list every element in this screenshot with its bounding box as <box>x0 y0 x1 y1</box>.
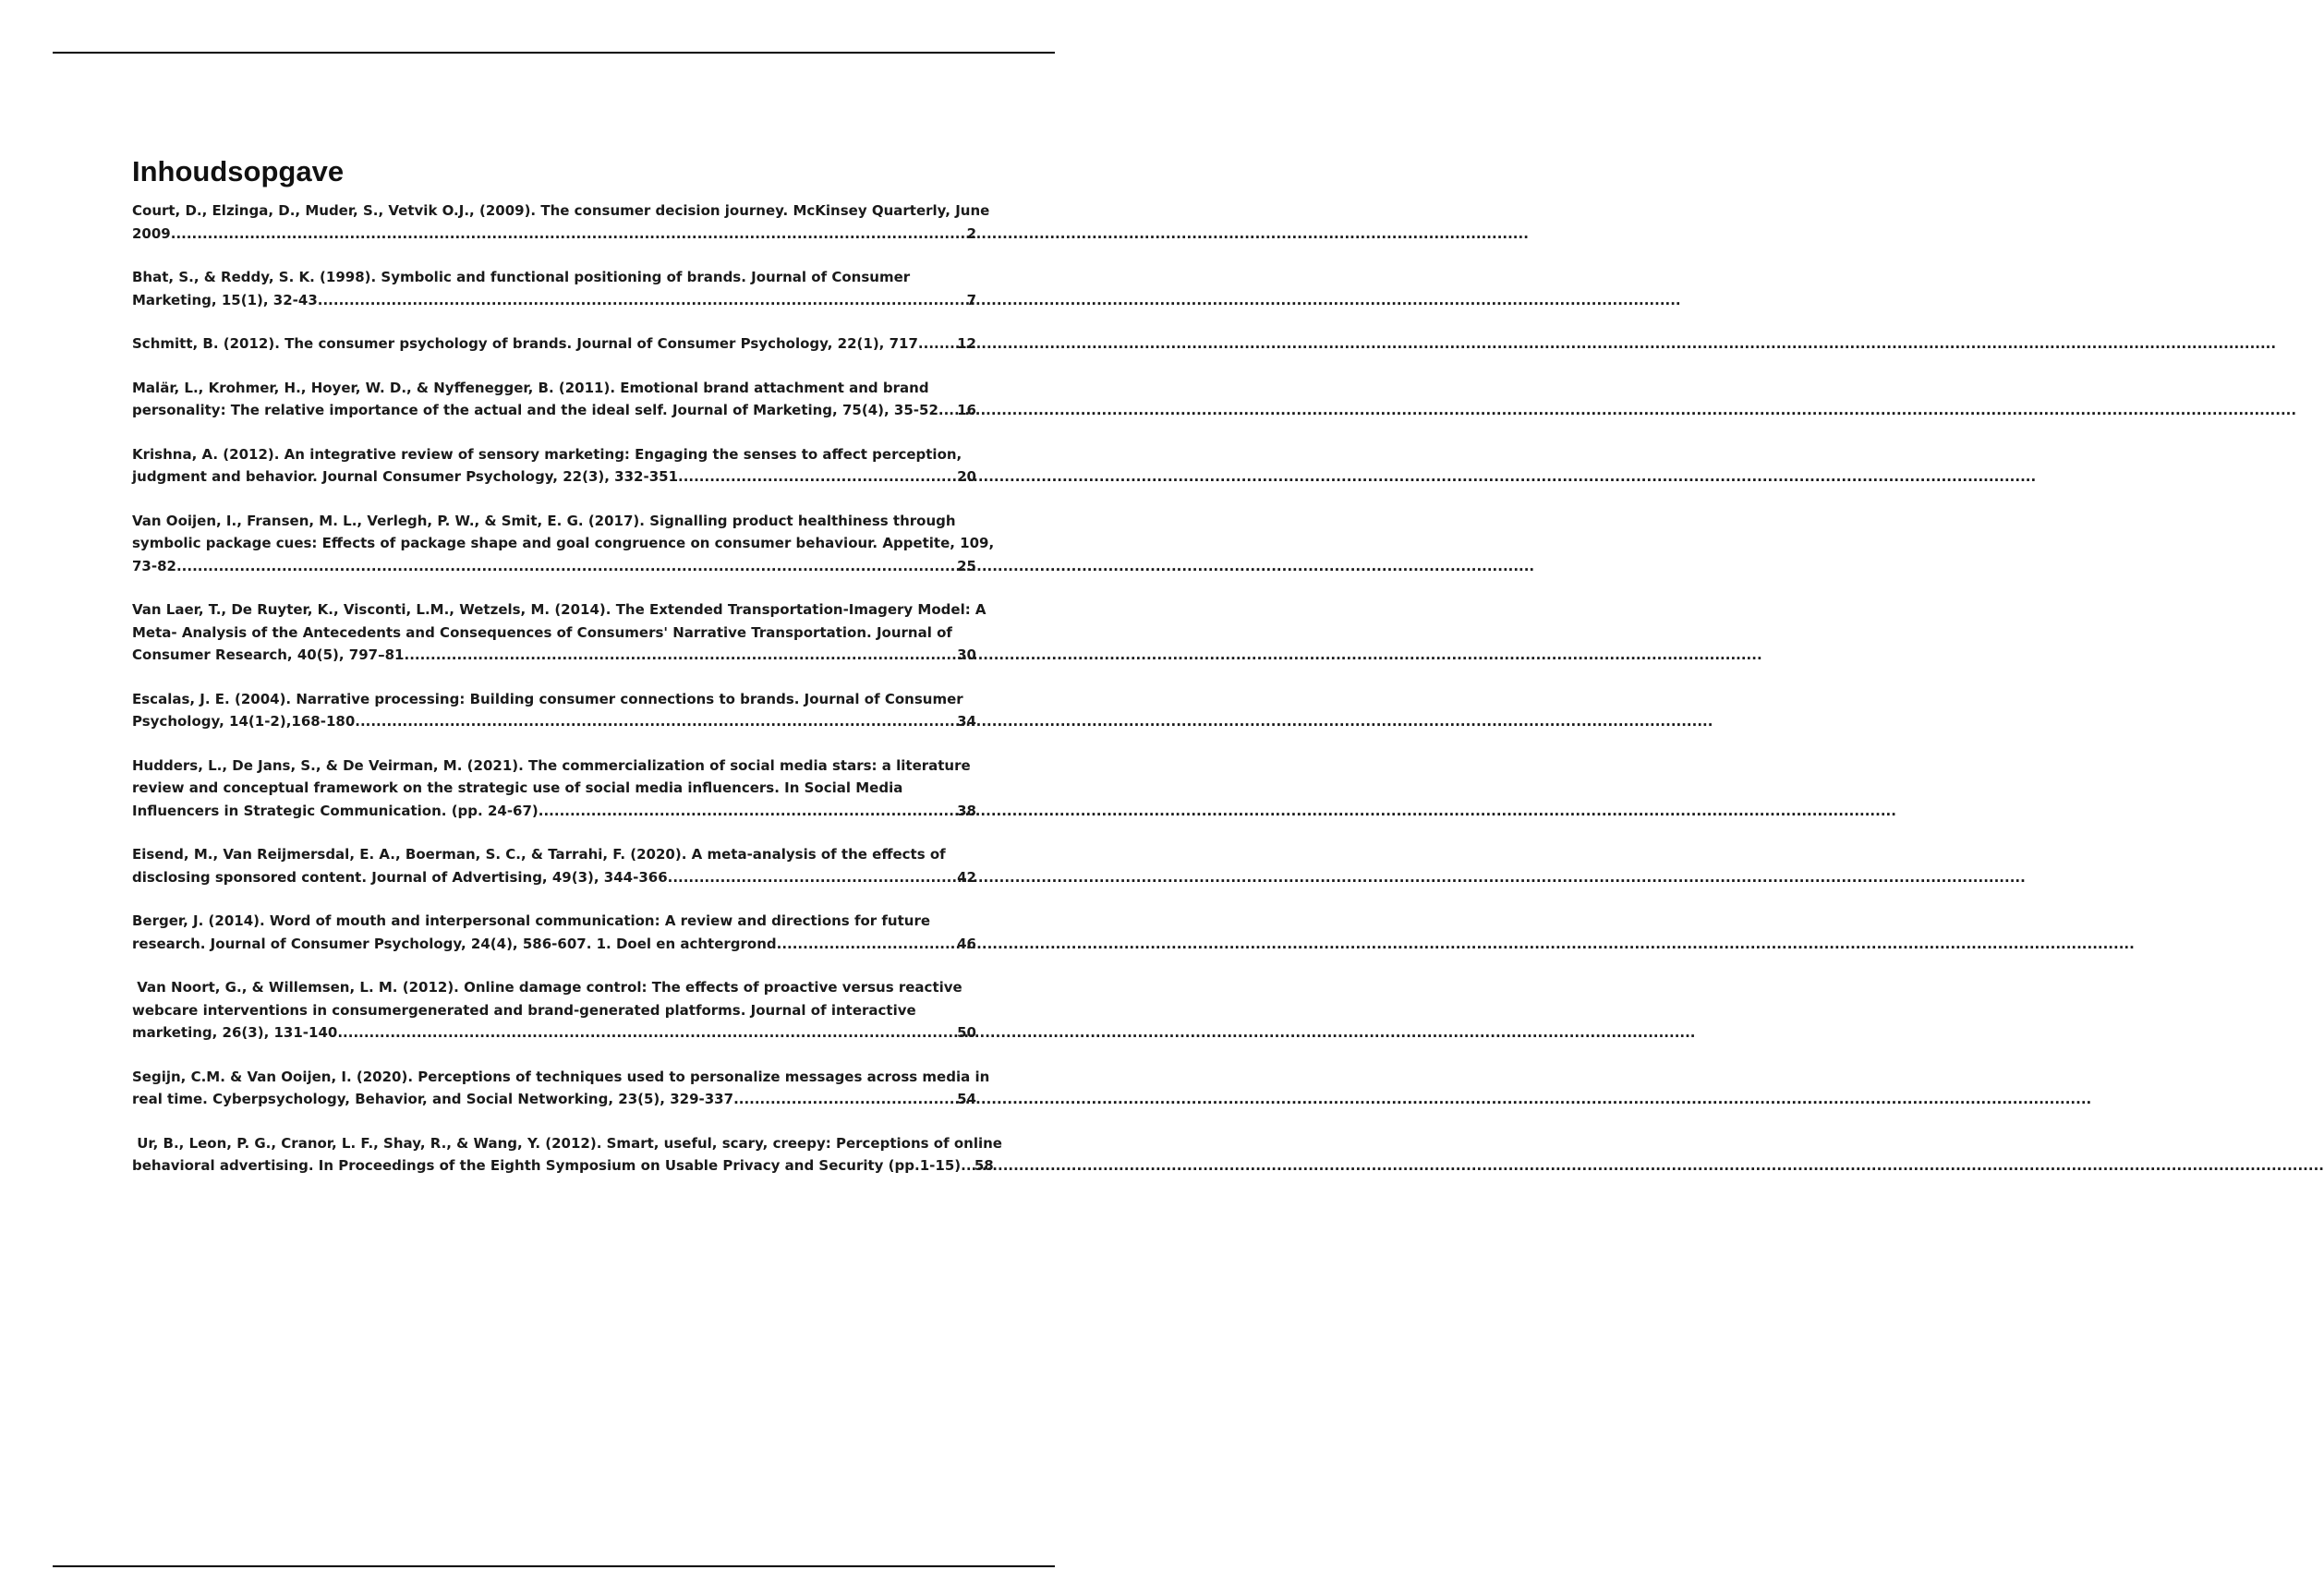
toc-entry[interactable] <box>132 1132 1002 1178</box>
toc-entry-text: judgment and behavior. Journal Consumer Psychology, 22(3), 332-351 <box>132 468 679 485</box>
toc-entry-line: Hudders, L., De Jans, S., & De Veirman, M. (2021). The commercialization of social media stars: a literature <box>132 756 971 774</box>
toc-leader-dots <box>171 223 966 246</box>
toc-entry-text: 2009 <box>132 224 171 242</box>
toc-leader-dots <box>322 289 965 312</box>
toc-page-number: 42 <box>957 868 976 886</box>
toc-page-number: 30 <box>957 646 976 663</box>
toc-entry[interactable] <box>132 598 986 667</box>
toc-entry-line: symbolic package cues: Effects of package shape and goal congruence on consumer behaviour. Appetite, 109, <box>132 535 995 551</box>
toc-entry-line: Court, D., Elzinga, D., Muder, S., Vetvik O.J., (2009). The consumer decision journey. McKinsey Quarterly, June <box>132 202 990 219</box>
toc-entry-last-line <box>132 289 976 312</box>
toc-entry-line: webcare interventions in consumergenerated and brand-generated platforms. Journal of interactive <box>132 1001 916 1019</box>
toc-entry[interactable] <box>132 1066 990 1111</box>
toc-entry-line: Ur, B., Leon, P. G., Cranor, L. F., Shay, R., & Wang, Y. (2012). Smart, useful, scary, creepy: Perceptions of online <box>132 1134 1002 1152</box>
toc-entry-text: behavioral advertising. In Proceedings of the Eighth Symposium on Usable Privacy and Security (pp.1-15). <box>132 1157 966 1174</box>
toc-list <box>132 199 1002 1178</box>
toc-page-number: 16 <box>957 402 976 418</box>
toc-entry-line: Segijn, C.M. & Van Ooijen, I. (2020). Perceptions of techniques used to personalize messages across media in <box>132 1068 990 1085</box>
toc-entry-last-line <box>132 1154 994 1178</box>
toc-entry-last-line <box>132 800 976 823</box>
toc-page-number: 38 <box>957 802 976 819</box>
toc-entry-text: marketing, 26(3), 131-140 <box>132 1024 338 1041</box>
toc-page-number: 50 <box>957 1024 976 1041</box>
toc-entry-text: 73-82 <box>132 557 176 574</box>
toc-entry-last-line <box>132 1021 976 1045</box>
toc-entry[interactable] <box>132 910 976 955</box>
toc-entry-text: disclosing sponsored content. Journal of Advertising, 49(3), 344-366 <box>132 868 668 886</box>
toc-entry-text: real time. Cyberpsychology, Behavior, and Social Networking, 23(5), 329-337 <box>132 1091 734 1107</box>
toc-leader-dots <box>777 933 956 956</box>
header-rule <box>53 52 1055 54</box>
toc-page-number: 2 <box>966 224 976 242</box>
toc-entry-last-line <box>132 555 976 578</box>
toc-leader-dots <box>176 555 956 578</box>
toc-page-number: 7 <box>966 291 976 308</box>
toc-entry-line: Van Ooijen, I., Fransen, M. L., Verlegh, P. W., & Smit, E. G. (2017). Signalling product healthiness through <box>132 512 956 529</box>
toc-leader-dots <box>405 644 957 667</box>
toc-entry[interactable] <box>132 443 976 489</box>
toc-entry-last-line <box>132 223 976 246</box>
toc-entry-line: Malär, L., Krohmer, H., Hoyer, W. D., & Nyffenegger, B. (2011). Emotional brand attachment and brand <box>132 379 929 396</box>
toc-entry[interactable] <box>132 843 976 888</box>
toc-entry-last-line <box>132 332 976 356</box>
toc-entry-last-line <box>132 933 976 956</box>
toc-entry-line: Eisend, M., Van Reijmersdal, E. A., Boerman, S. C., & Tarrahi, F. (2020). A meta-analysis of the effects of <box>132 846 946 863</box>
toc-entry-line: Bhat, S., & Reddy, S. K. (1998). Symbolic and functional positioning of brands. Journal of Consumer <box>132 269 911 285</box>
toc-leader-dots <box>337 1021 956 1045</box>
toc-entry[interactable] <box>132 755 976 823</box>
toc-page-number: 20 <box>957 468 976 485</box>
toc-entry-text: Influencers in Strategic Communication. (pp. 24-67) <box>132 802 539 819</box>
toc-entry[interactable] <box>132 688 976 733</box>
toc-leader-dots <box>539 800 956 823</box>
toc-entry-text: research. Journal of Consumer Psychology, 24(4), 586-607. 1. Doel en achtergrond <box>132 935 777 952</box>
toc-entry-line: Meta- Analysis of the Antecedents and Consequences of Consumers' Narrative Transportation. Journal of <box>132 623 952 641</box>
toc-entry-line: review and conceptual framework on the strategic use of social media influencers. In Social Media <box>132 779 903 796</box>
toc-leader-dots <box>668 866 956 889</box>
table-of-contents <box>132 153 1002 1199</box>
toc-page-number: 46 <box>957 935 976 952</box>
toc-leader-dots <box>938 399 956 422</box>
toc-entry-last-line <box>132 1088 976 1111</box>
toc-entry-text: Psychology, 14(1-2),168-180 <box>132 713 356 730</box>
toc-entry[interactable] <box>132 976 976 1045</box>
toc-leader-dots <box>966 1154 974 1178</box>
toc-entry[interactable] <box>132 377 976 422</box>
toc-entry-text: Schmitt, B. (2012). The consumer psychology of brands. Journal of Consumer Psychology, 22(1), 717 <box>132 335 918 352</box>
toc-page-number: 54 <box>957 1091 976 1107</box>
toc-entry-line: Berger, J. (2014). Word of mouth and interpersonal communication: A review and directions for future <box>132 912 931 929</box>
toc-page-number: 25 <box>957 557 976 574</box>
toc-leader-dots <box>355 710 956 733</box>
toc-entry-line: Escalas, J. E. (2004). Narrative processing: Building consumer connections to brands. Journal of Consumer <box>132 690 963 707</box>
toc-page-number: 58 <box>974 1157 994 1174</box>
footer-rule <box>53 1565 1055 1567</box>
toc-entry[interactable] <box>132 332 976 356</box>
toc-entry-text: Marketing, 15(1), 32-43. <box>132 291 323 308</box>
toc-leader-dots <box>918 332 956 356</box>
toc-entry-text: personality: The relative importance of the actual and the ideal self. Journal of Marketing, 75(4), 35-52 <box>132 402 938 418</box>
toc-entry-last-line <box>132 465 976 489</box>
toc-leader-dots <box>678 465 956 489</box>
toc-entry-last-line <box>132 866 976 889</box>
toc-entry[interactable] <box>132 266 976 311</box>
toc-entry-line: Van Noort, G., & Willemsen, L. M. (2012). Online damage control: The effects of proactive versus reactive <box>132 979 962 996</box>
toc-entry-last-line <box>132 399 976 422</box>
toc-title: Inhoudsopgave <box>132 155 345 187</box>
toc-page-number: 12 <box>957 335 976 352</box>
toc-entry-last-line <box>132 710 976 733</box>
toc-entry-line: Van Laer, T., De Ruyter, K., Visconti, L.M., Wetzels, M. (2014). The Extended Transportation-Imagery Model: A <box>132 601 986 618</box>
toc-leader-dots <box>733 1088 956 1111</box>
toc-entry[interactable] <box>132 510 995 578</box>
toc-entry-text: Consumer Research, 40(5), 797–81 <box>132 646 405 663</box>
toc-entry[interactable] <box>132 199 990 245</box>
toc-entry-line: Krishna, A. (2012). An integrative review of sensory marketing: Engaging the senses to affect perception, <box>132 445 962 463</box>
toc-page-number: 34 <box>957 713 976 730</box>
toc-entry-last-line <box>132 644 976 667</box>
